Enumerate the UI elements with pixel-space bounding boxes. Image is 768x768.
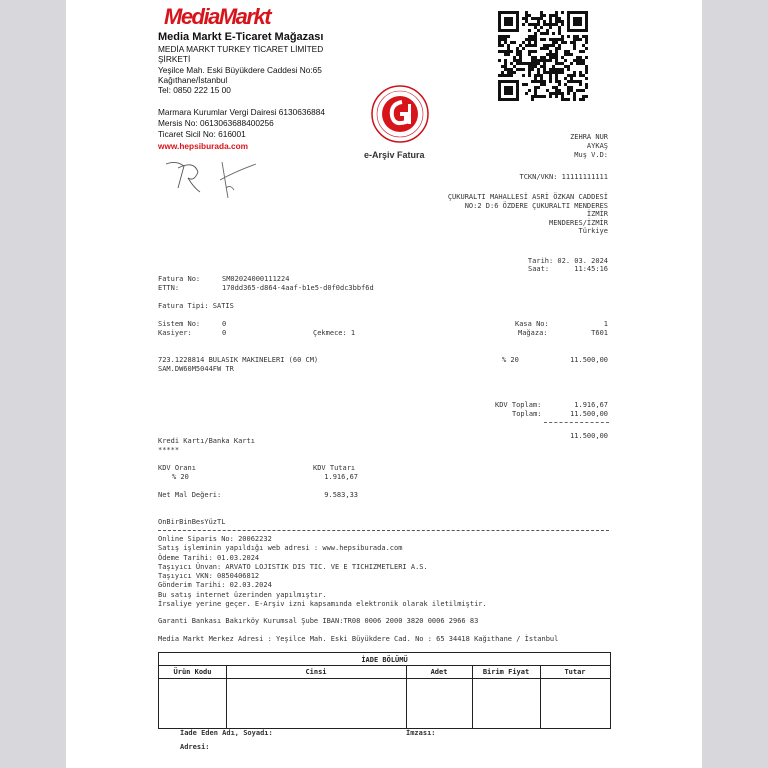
company-tel: Tel: 0850 222 15 00 <box>158 85 231 95</box>
company-address: Yeşilce Mah. Eski Büyükdere Caddesi No:65 Kağıthane/İstanbul <box>158 65 322 85</box>
gib-seal-icon <box>370 84 430 144</box>
store-label: Mağaza: <box>518 329 548 337</box>
company-name: MEDİA MARKT TURKEY TİCARET LİMİTED ŞİRKETİ <box>158 44 324 64</box>
payment-method: Kredi Kartı/Banka Kartı <box>158 437 255 445</box>
drawer: Çekmece: 1 <box>313 329 356 337</box>
customer-tckn: TCKN/VKN: 11111111111 <box>519 173 608 181</box>
item-model: SAM.DW60M5044FW TR <box>158 365 234 373</box>
item-description: 723.1228814 BULASIK MAKINELERI (60 CM) <box>158 356 319 364</box>
return-col-unit-price: Birim Fiyat <box>482 668 530 676</box>
kdv-rate: % 20 <box>172 473 189 481</box>
invoice-no: SM02024000111224 <box>222 275 290 283</box>
register-value: 1 <box>603 320 608 328</box>
card-mask: ***** <box>158 446 180 454</box>
invoice-no-label: Fatura No: <box>158 275 201 283</box>
kdv-amount-label: KDV Tutarı <box>313 464 356 472</box>
bank-info: Garanti Bankası Bakırköy Kurumsal Şube IBAN:TR08 0006 2000 3820 0006 2966 83 <box>158 617 479 625</box>
time-label: Saat: <box>528 265 550 273</box>
item-amount: 11.500,00 <box>570 356 608 364</box>
total-value: 11.500,00 <box>570 410 608 418</box>
hq-address: Media Markt Merkez Adresi : Yeşilce Mah. Eski Büyükdere Cad. No : 65 34418 Kağıthane / İstanbul <box>158 635 559 643</box>
returner-name-label: İade Eden Adı, Soyadı: <box>180 729 273 737</box>
invoice-page <box>66 0 702 768</box>
return-table-title: İADE BÖLÜMÜ <box>361 656 408 664</box>
customer-name: ZEHRA NUR AYKAŞ Muş V.D: <box>570 133 608 159</box>
cashier-value: 0 <box>222 329 227 337</box>
return-col-qty: Adet <box>430 668 448 676</box>
invoice-date: Tarih: 02. 03. 2024 <box>527 257 608 265</box>
store-value: T601 <box>591 329 608 337</box>
signature-label: İmzası: <box>406 729 436 737</box>
invoice-time: 11:45:16 <box>574 265 608 273</box>
tax-office: Marmara Kurumlar Vergi Dairesi 6130636884 <box>158 107 325 117</box>
mediamarkt-logo: MediaMarkt <box>164 4 271 29</box>
invoice-type: Fatura Tipi: SATIS <box>158 302 234 310</box>
system-no: 0 <box>222 320 227 328</box>
register-label: Kasa No: <box>515 320 549 328</box>
return-col-total: Tutar <box>564 668 586 676</box>
qr-modules <box>498 11 588 101</box>
net-value-label: Net Mal Değeri: <box>158 491 222 499</box>
qr-code-icon <box>498 11 588 101</box>
return-col-type: Cinsi <box>305 668 327 676</box>
kdv-rate-label: KDV Oranı <box>158 464 196 472</box>
customer-address: ÇUKURALTI MAHALLESİ ASRİ ÖZKAN CADDESİ NO:2 D:6 ÖZDERE ÇUKURALTI MENDERES İZMİR MENDERES/İZMİR Türkiye <box>447 193 608 235</box>
net-value: 9.583,33 <box>324 491 358 499</box>
ettn-label: ETTN: <box>158 284 180 292</box>
trade-registry: Ticaret Sicil No: 616001 <box>158 129 246 139</box>
totals-divider <box>544 422 609 423</box>
website-link[interactable]: www.hepsiburada.com <box>158 141 249 151</box>
document-type: e-Arşiv Fatura <box>364 150 425 160</box>
item-vat: % 20 <box>502 356 519 364</box>
kdv-amount: 1.916,67 <box>324 473 358 481</box>
kdv-total: 1.916,67 <box>574 401 608 409</box>
order-details: Online Siparis No: 20062232 Satış işleminin yapıldığı web adresi : www.hepsiburada.com Ödeme Tarihi: 01.03.2024 Taşıyıcı Ünvan: ARVATO LOJISTIK DIS TIC. VE E TICHIZMETLERI A.S. Taşıyıcı VKN: 0850406812 Gönderim Tarihi: 02.03.2024 Bu satış internet üzerinden yapılmıştır. İrsaliye yerine geçer. E-Arşiv izni kapsamında elektronik olarak iletilmiştir. <box>158 535 487 609</box>
returner-address-label: Adresi: <box>180 743 210 751</box>
grand-total: 11.500,00 <box>570 432 608 440</box>
return-col-code: Ürün Kodu <box>173 668 212 676</box>
amount-in-words: OnBirBinBesYüzTL <box>158 518 226 526</box>
system-no-label: Sistem No: <box>158 320 201 328</box>
cashier-label: Kasiyer: <box>158 329 192 337</box>
total-label: Toplam: <box>512 410 542 418</box>
mersis-no: Mersis No: 0613063688400256 <box>158 118 274 128</box>
return-table <box>158 652 611 729</box>
shop-title: Media Markt E-Ticaret Mağazası <box>158 31 324 43</box>
ettn-value: 170dd365-d864-4aaf-b1e5-d0f0dc3bbf6d <box>222 284 374 292</box>
kdv-total-label: KDV Toplam: <box>495 401 542 409</box>
section-divider <box>158 530 609 531</box>
signature-scribble-icon <box>164 158 264 206</box>
